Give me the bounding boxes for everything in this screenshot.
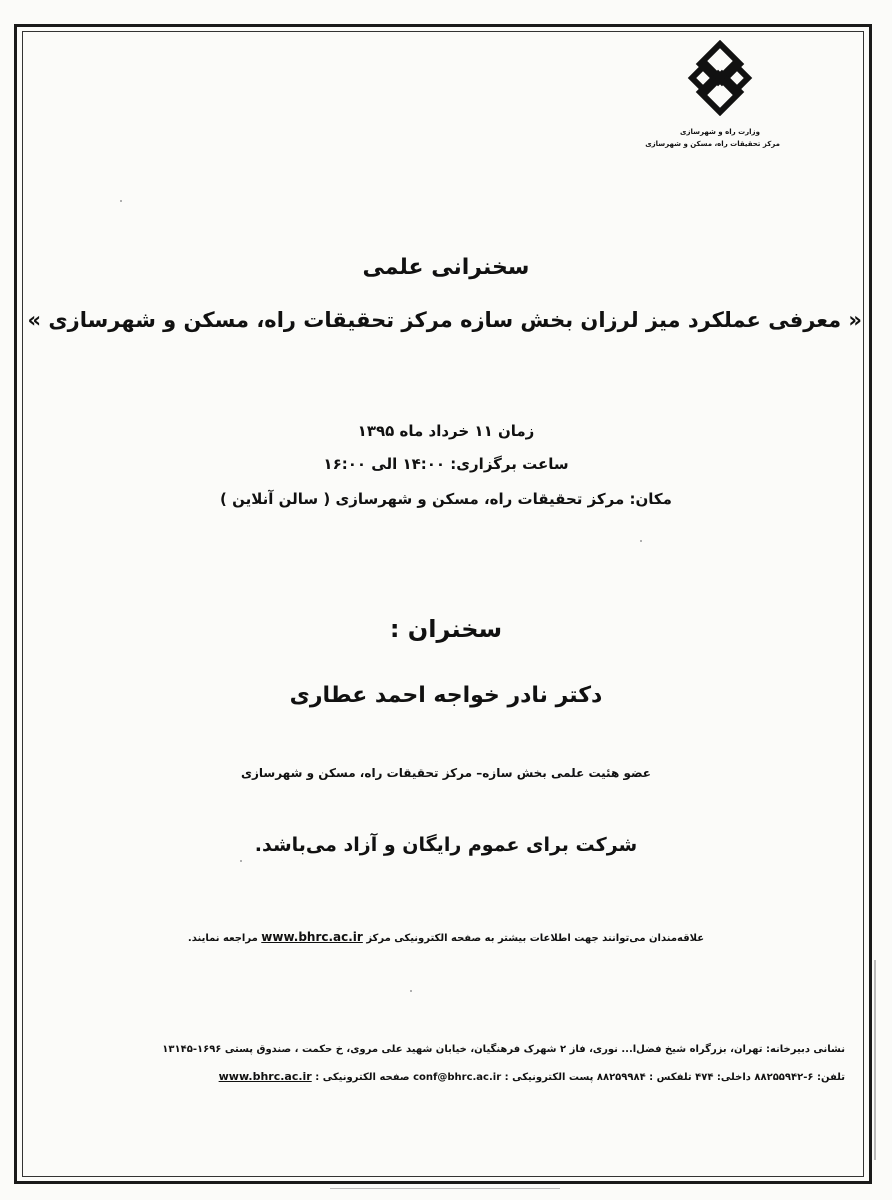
- speaker-name: دکتر نادر خواجه احمد عطاری: [289, 683, 603, 708]
- footer-phone-email: تلفن: ۶-۸۸۲۵۵۹۴۲ داخلی: ۴۷۴ تلفکس : ۸۸۲۵۹۹۸۴ پست الکترونیکی : conf@bhrc.ac.ir صفحه الکترونیکی :: [315, 1072, 845, 1083]
- logo-center-name: مرکز تحقیقات راه، مسکن و شهرسازی: [645, 140, 780, 148]
- website-link[interactable]: www.bhrc.ac.ir: [261, 930, 363, 944]
- footer-website-link[interactable]: www.bhrc.ac.ir: [218, 1070, 312, 1083]
- speaker-affiliation: عضو هئیت علمی بخش سازه– مرکز تحقیقات راه، مسکن و شهرسازی: [240, 766, 651, 780]
- footer-contact: [70, 1070, 845, 1083]
- scan-artifact: [874, 960, 876, 1160]
- lecture-title: سخنرانی علمی: [362, 255, 530, 280]
- scan-artifact: [410, 990, 412, 992]
- scan-artifact: [240, 860, 242, 862]
- lecture-place: مکان: مرکز تحقیقات راه، مسکن و شهرسازی ( سالن آنلاین ): [220, 490, 672, 508]
- logo-ministry-name: وزارت راه و شهرسازی: [680, 128, 760, 136]
- ministry-logo: [645, 40, 780, 160]
- ministry-knot-logo-icon: [682, 40, 758, 116]
- more-info-line: [30, 930, 862, 944]
- footer-address: نشانی دبیرخانه: تهران، بزرگراه شیخ فضل‌ا... نوری، فاز ۲ شهرک فرهنگیان، خیابان شهید علی مروی، خ حکمت ، صندوق پستی ۱۶۹۶-۱۳۱۴۵: [162, 1044, 845, 1055]
- scan-artifact: [120, 200, 122, 202]
- lecture-date: زمان ۱۱ خرداد ماه ۱۳۹۵: [357, 422, 535, 440]
- lecture-time: ساعت برگزاری: ۱۴:۰۰ الی ۱۶:۰۰: [323, 455, 569, 473]
- speakers-heading: سخنران :: [389, 615, 503, 643]
- more-info-text: علاقه‌مندان می‌توانند جهت اطلاعات بیشتر به صفحه الکترونیکی مرکز: [366, 933, 705, 944]
- more-info-suffix: مراجعه نمایند.: [187, 933, 258, 944]
- scan-artifact: [330, 1188, 560, 1189]
- free-admission-notice: شرکت برای عموم رایگان و آزاد می‌باشد.: [254, 834, 638, 856]
- page-border-inner: [22, 31, 864, 1177]
- lecture-subtitle: « معرفی عملکرد میز لرزان بخش سازه مرکز تحقیقات راه، مسکن و شهرسازی »: [27, 308, 862, 332]
- scan-artifact: [640, 540, 642, 542]
